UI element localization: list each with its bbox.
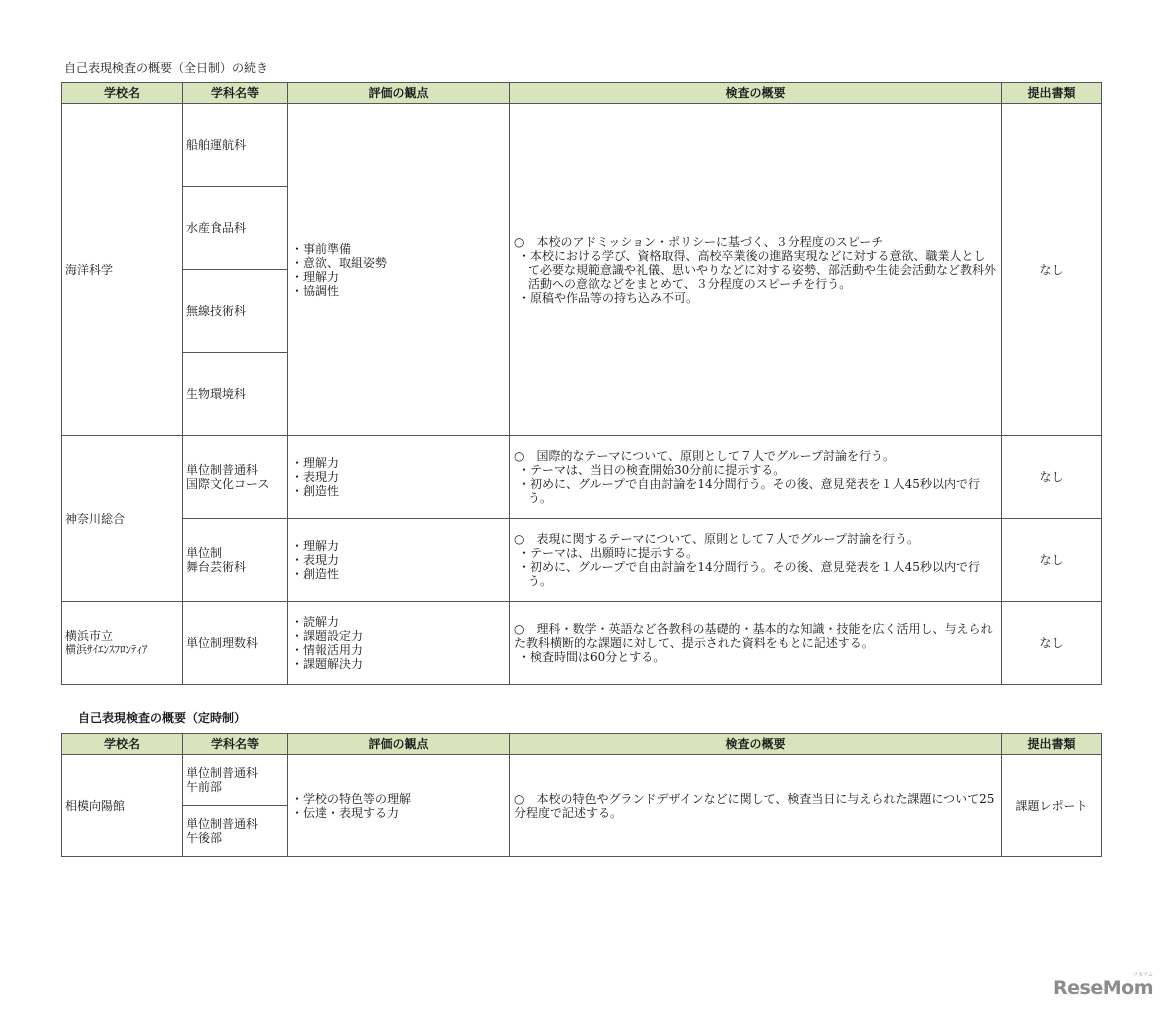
resemom-logo [1053,972,1153,999]
header-summary: 検査の概要 [510,734,1002,755]
school-cell: 相模向陽館 [62,755,183,857]
criteria-item: ・課題設定力 [291,629,364,643]
department-cell [183,755,288,806]
criteria-cell [288,602,510,685]
criteria-item: ・協調性 [291,283,340,298]
header-school: 学校名 [62,734,183,755]
school-cell: 神奈川総合 [62,436,183,602]
criteria-item: ・意欲、取組姿勢 [291,255,388,270]
department-line: 国際文化コース [186,477,270,491]
parttime-table [61,733,1102,857]
department-line: 午前部 [186,780,223,794]
criteria-item: ・理解力 [291,456,340,470]
criteria-item: ・学校の特色等の理解 [291,791,412,806]
summary-head: ○ 本校の特色やグランドデザインなどに関して、検査当日に与えられた課題について25分程度で記述する。 [514,791,995,820]
criteria-cell [288,436,510,519]
department-cell [183,519,288,602]
criteria-item: ・創造性 [291,567,340,581]
criteria-item: ・理解力 [291,269,340,284]
criteria-item: ・創造性 [291,484,340,498]
criteria-cell [288,519,510,602]
caption-fulltime: 自己表現検査の概要（全日制）の続き [64,61,269,75]
header-documents: 提出書類 [1002,83,1102,104]
summary-item: ・テーマは、出願時に提示する。 [518,546,699,560]
criteria-item: ・情報活用力 [291,643,364,657]
logo-small-text: リセマム [1133,972,1153,978]
header-department: 学科名等 [183,734,288,755]
summary-cell [510,519,1002,602]
header-row [62,83,1102,104]
fulltime-table [61,82,1102,685]
logo-text: ReseMom [1053,977,1153,999]
department-cell: 船舶運航科 [183,104,288,187]
summary-head: ○ 本校のアドミッション・ポリシーに基づく、３分程度のスピーチ [514,234,884,249]
documents-cell: なし [1002,436,1102,519]
summary-head: ○ 理科・数学・英語など各教科の基礎的・基本的な知識・技能を広く活用し、与えられた教科横断的な課題に対して、提示された資料をもとに記述する。 [514,622,993,650]
summary-item: ・初めに、グループで自由討論を14分間行う。その後、意見発表を１人45秒以内で行う。 [518,560,980,588]
summary-item: ・原稿や作品等の持ち込み不可。 [518,290,699,305]
table-row [62,519,1102,602]
department-line: 単位制普通科 [186,817,259,831]
table-row [62,755,1102,806]
department-line: 午後部 [186,831,223,845]
department-cell: 単位制理数科 [183,602,288,685]
header-criteria: 評価の観点 [288,83,510,104]
summary-head: ○ 国際的なテーマについて、原則として７人でグループ討論を行う。 [514,449,896,463]
table-row [62,602,1102,685]
summary-item: ・本校における学び、資格取得、高校卒業後の進路実現などに対する意欲、職業人として必要な規範意識や礼儀、思いやりなどに対する姿勢、部活動や生徒会活動など教科外活動への意欲などをまとめて、３分程度のスピーチを行う。 [518,248,997,291]
department-line: 単位制 [186,546,223,560]
criteria-item: ・表現力 [291,553,340,567]
school-cell [62,602,183,685]
department-cell: 無線技術科 [183,270,288,353]
documents-cell: なし [1002,519,1102,602]
criteria-item: ・理解力 [291,539,340,553]
documents-cell: 課題レポート [1002,755,1102,857]
criteria-item: ・表現力 [291,470,340,484]
department-line: 単位制普通科 [186,463,259,477]
table-row [62,104,1102,187]
summary-cell [510,602,1002,685]
department-cell: 水産食品科 [183,187,288,270]
documents-cell: なし [1002,602,1102,685]
summary-item: ・テーマは、当日の検査開始30分前に提示する。 [518,463,786,477]
summary-head: ○ 表現に関するテーマについて、原則として７人でグループ討論を行う。 [514,532,920,546]
summary-item: ・検査時間は60分とする。 [518,650,666,664]
department-cell [183,436,288,519]
header-school: 学校名 [62,83,183,104]
criteria-item: ・伝達・表現する力 [291,805,400,820]
header-department: 学科名等 [183,83,288,104]
summary-cell [510,104,1002,436]
department-line: 舞台芸術科 [186,560,247,574]
caption-parttime: 自己表現検査の概要（定時制） [78,711,247,725]
criteria-item: ・事前準備 [291,241,352,256]
summary-cell [510,755,1002,857]
criteria-cell [288,104,510,436]
department-cell [183,806,288,857]
school-cell: 海洋科学 [62,104,183,436]
school-line: 横浜ｻｲｴﾝｽﾌﾛﾝﾃｨｱ [65,643,148,656]
department-line: 単位制普通科 [186,766,259,780]
department-cell: 生物環境科 [183,353,288,436]
header-row [62,734,1102,755]
criteria-cell [288,755,510,857]
header-criteria: 評価の観点 [288,734,510,755]
criteria-item: ・課題解決力 [291,657,364,671]
header-summary: 検査の概要 [510,83,1002,104]
header-documents: 提出書類 [1002,734,1102,755]
summary-cell [510,436,1002,519]
school-line: 横浜市立 [65,629,114,643]
documents-cell: なし [1002,104,1102,436]
criteria-item: ・読解力 [291,615,340,629]
summary-item: ・初めに、グループで自由討論を14分間行う。その後、意見発表を１人45秒以内で行う。 [518,477,980,505]
table-row [62,436,1102,519]
